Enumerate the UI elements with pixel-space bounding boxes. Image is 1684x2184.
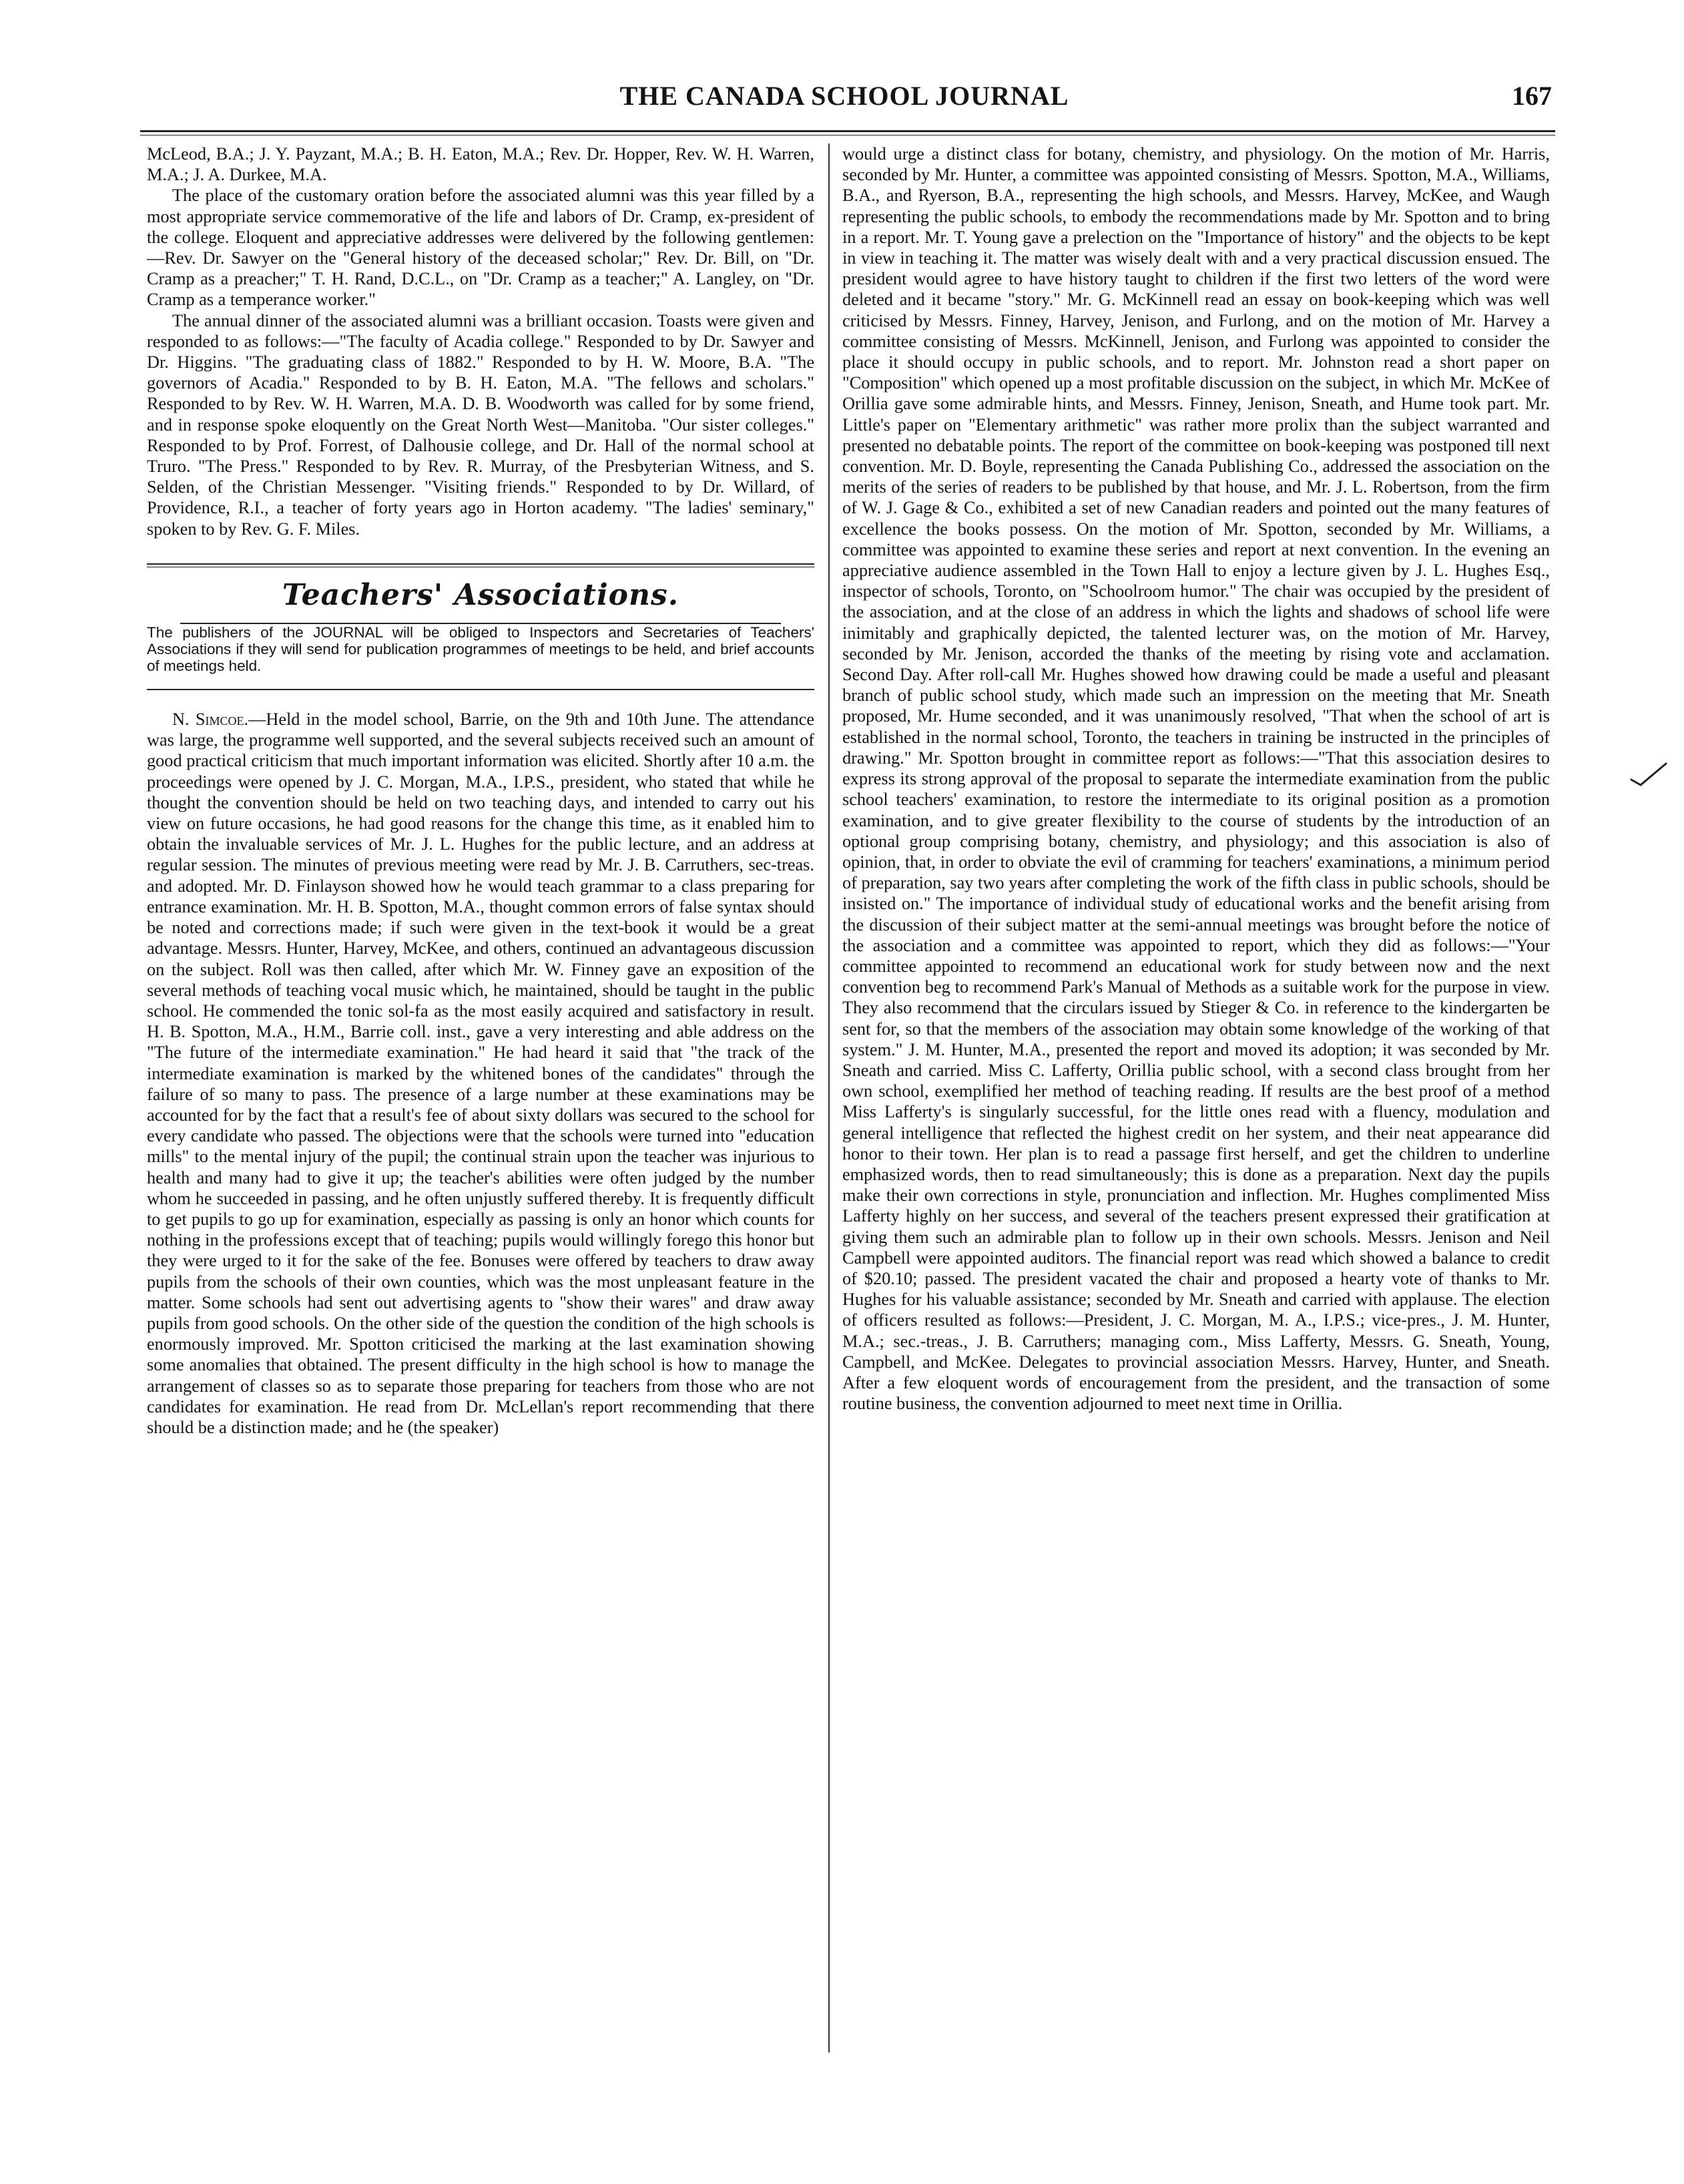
article-continuation-line: McLeod, B.A.; J. Y. Payzant, M.A.; B. H. Eaton, M.A.; Rev. Dr. Hopper, Rev. W. H. Warren, M.A.; J. A. Durkee, M.A. <box>147 144 814 185</box>
paragraph-oration: The place of the customary oration before the associated alumni was this year filled by a most appropriate service commemorative of the life and labors of Dr. Cramp, ex-president of the college. Eloquent and appreciative addresses were delivered by the following gentlemen:—Rev. Dr. Sawyer on the "General history of the deceased scholar;" Rev. Dr. Bill, on "Dr. Cramp as a preacher;" T. H. Rand, D.C.L., on "Dr. Cramp as a teacher;" A. Langley, on "Dr. Cramp as a temperance worker." <box>147 186 814 310</box>
simcoe-lead: N. Simcoe. <box>172 710 249 730</box>
notice-rule <box>147 689 814 690</box>
section-top-rule <box>147 563 814 567</box>
running-head <box>137 80 1552 127</box>
right-column <box>842 144 1550 2051</box>
handwritten-check-mark-icon <box>1629 761 1669 788</box>
paragraph-annual-dinner: The annual dinner of the associated alumni was a brilliant occasion. Toasts were given and responded to as follows:—"The faculty of Acadia college." Responded to by Dr. Sawyer and Dr. Higgins. "The graduating class of 1882." Responded to by H. W. Moore, B.A. "The governors of Acadia." Responded to by B. H. Eaton, M.A. "The fellows and scholars." Responded to by Rev. W. H. Warren, M.A. D. B. Woodworth was called for by some friend, and in response spoke eloquently on the Great North West—Manitoba. "Our sister colleges." Responded to by Prof. Forrest, of Dalhousie college, and Dr. Hall of the normal school at Truro. "The Press." Responded to by Rev. R. Murray, of the Presbyterian Witness, and S. Selden, of the Christian Messenger. "Visiting friends." Responded to by Dr. Willard, of Providence, R.I., a teacher of forty years ago in Horton academy. "The ladies' seminary," spoken to by Rev. G. F. Miles. <box>147 310 814 539</box>
journal-title: THE CANADA SCHOOL JOURNAL <box>619 81 1069 111</box>
left-column <box>147 144 814 2051</box>
section-heading: Teachers' Associations. <box>282 577 679 612</box>
paragraph-north-simcoe <box>147 709 814 1438</box>
page-number: 167 <box>1512 81 1552 111</box>
simcoe-body: —Held in the model school, Barrie, on the 9th and 10th June. The attendance was large, the programme well supported, and the several subjects received such an amount of good practical criticism that much important information was elicited. Shortly after 10 a.m. the proceedings were opened by J. C. Morgan, M.A., I.P.S., president, who stated that while he thought the convention should be held on two teaching days, and intended to carry out his view on future occasions, he had good reasons for the change this time, as it enabled him to obtain the invaluable services of Mr. J. L. Hughes for the public lecture, and an address at regular session. The minutes of previous meeting were read by Mr. J. B. Carruthers, sec-treas. and adopted. Mr. D. Finlayson showed how he would teach grammar to a class preparing for entrance examination. Mr. H. B. Spotton, M.A., thought common errors of false syntax should be noted and corrections made; if such were given in the text-book it would be a great advantage. Messrs. Hunter, Harvey, McKee, and others, continued an advantageous discussion on the subject. Roll was then called, after which Mr. W. Finney gave an exposition of the several methods of teaching vocal music which, he maintained, should be taught in the public school. He commended the tonic sol-fa as the most easily acquired and satisfactory in result. H. B. Spotton, M.A., H.M., Barrie coll. inst., gave a very interesting and able address on the "The future of the intermediate examination." He had heard it said that "the track of the intermediate examination is marked by the whitened bones of the candidates" through the failure of so many to pass. The presence of a large number at these examinations may be accounted for by the fact that a result's fee of about sixty dollars was secured to the school for every candidate who passed. The objections were that the schools were turned into "education mills" to the mental injury of the pupil; the continual strain upon the teacher was injurious to health and many had to give it up; the teacher's abilities were often judged by the number whom he succeeded in passing, and he often unjustly suffered thereby. It is frequently difficult to get pupils to go up for examination, especially as passing is only an honor which counts for nothing in the professions except that of teaching; pupils would willingly forego this honor but they were urged to it for the sake of the fee. Bonuses were offered by teachers to draw away pupils from the schools of their own counties, which was the most unpleasant feature in the matter. Some schools had sent out advertising agents to "show their wares" and draw away pupils from good schools. On the other side of the question the condition of the high schools is enormously improved. Mr. Spotton criticised the marking at the last examination showing some anomalies that obtained. The present difficulty in the high school is how to manage the arrangement of classes so as to separate those preparing for teachers from those who are not candidates for examination. He read from Dr. McLellan's report recommending that there should be a distinction made; and he (the speaker) <box>147 710 814 1437</box>
paragraph-continued-report: would urge a distinct class for botany, chemistry, and physiology. On the motion of Mr. Harris, seconded by Mr. Hunter, a committee was appointed consisting of Messrs. Spotton, M.A., Williams, B.A., and Ryerson, B.A., representing the high schools, and Messrs. Harvey, McKee, and Waugh representing the public schools, to embody the recommendations made by Mr. Spotton and to bring in a report. Mr. T. Young gave a prelection on the "Importance of history" and the objects to be kept in view in teaching it. The matter was wisely dealt with and a very practical discussion ensued. The president would agree to have history taught to children if the first two letters of the word were deleted and it became "story." Mr. G. McKinnell read an essay on book-keeping which was well criticised by Messrs. Finney, Harvey, Jenison, and Furlong, and on the motion of Mr. Harvey a committee consisting of Messrs. McKinnell, Jenison, and Furlong was appointed to consider the place it should occupy in public schools, and to report. Mr. Johnston read a short paper on "Composition" which opened up a most profitable discussion on the subject, in which Mr. McKee of Orillia gave some admirable hints, and Messrs. Finney, Jenison, Sneath, and Hume took part. Mr. Little's paper on "Elementary arithmetic" was rather more prolix than the subject warranted and presented no debatable points. The report of the committee on book-keeping was postponed till next convention. Mr. D. Boyle, representing the Canada Publishing Co., addressed the association on the merits of the series of readers to be published by that house, and Mr. J. L. Robertson, from the firm of W. J. Gage & Co., exhibited a set of new Canadian readers and pointed out the many features of excellence the books possess. On the motion of Mr. Spotton, seconded by Mr. Williams, a committee was appointed to examine these series and report at next convention. In the evening an appreciative audience assembled in the Town Hall to enjoy a lecture given by J. L. Hughes Esq., inspector of schools, Toronto, on "Schoolroom humor." The chair was occupied by the president of the association, and at the close of an address in which the lights and shadows of school life were inimitably and graphically depicted, the talented lecturer was, on the motion of Mr. Harvey, seconded by Mr. Jenison, accorded the thanks of the meeting by rising vote and acclamation. Second Day. After roll-call Mr. Hughes showed how drawing could be made a useful and pleasant branch of public school study, which made such an impression on the meeting that Mr. Sneath proposed, Mr. Hume seconded, and it was unanimously resolved, "That when the school of art is established in the normal school, Toronto, the teachers in training be instructed in the principles of drawing." Mr. Spotton brought in committee report as follows:—"That this association desires to express its strong approval of the proposal to separate the intermediate examination from the public school teachers' examination, to restore the intermediate to its original position as a promotion examination, and to give greater flexibility to the course of students by the introduction of an optional group comprising botany, chemistry, and physiology; and this association is also of opinion, that, in order to obviate the evil of cramming for teachers' examinations, a minimum period of preparation, say two years after completing the work of the fifth class in public schools, should be insisted on." The importance of individual study of educational works and the benefit arising from the discussion of their subject matter at the semi-annual meetings was brought before the notice of the association and a committee was appointed to report, which they did as follows:—"Your committee appointed to recommend an educational work for study between now and the next convention beg to recommend Park's Manual of Methods as a suitable work for the purpose in view. They also recommend that the circulars issued by Stieger & Co. in reference to the kindergarten be sent for, so that the members of the association may obtain some knowledge of the working of that system." J. M. Hunter, M.A., presented the report and moved its adoption; it was seconded by Mr. Sneath and carried. Miss C. Lafferty, Orillia public school, with a second class brought from her own school, exemplified her method of teaching reading. If results are the best proof of a method Miss Lafferty's is singularly successful, for the little ones read with a fluency, modulation and general intelligence that reflected the highest credit on her system, and their neat appearance did honor to their town. Her plan is to read a passage first herself, and get the children to underline emphasized words, then to read simultaneously; this is done as a preparation. Next day the pupils make their own corrections in style, pronunciation and inflection. Mr. Hughes complimented Miss Lafferty highly on her success, and several of the teachers present expressed their gratification at giving them such an admirable plan to follow up in their own schools. Messrs. Jenison and Neil Campbell were appointed auditors. The financial report was read which showed a balance to credit of $20.10; passed. The president vacated the chair and proposed a hearty vote of thanks to Mr. Hughes for his valuable assistance; seconded by Mr. Sneath and carried with applause. The election of officers resulted as follows:—President, J. C. Morgan, M. A., I.P.S.; vice-pres., J. M. Hunter, M.A.; sec.-treas., J. B. Carruthers; managing com., Miss Lafferty, Messrs. G. Sneath, Young, Campbell, and McKee. Delegates to provincial association Messrs. Harvey, Hunter, and Sneath. After a few eloquent words of encouragement from the president, and the transaction of some routine business, the convention adjourned to meet next time in Orillia. <box>842 144 1550 1414</box>
column-divider <box>828 144 830 2053</box>
publishers-notice: The publishers of the JOURNAL will be obliged to Inspectors and Secretaries of Teachers' Associations if they will send for publication programmes of meetings to be held, and brief accounts of meetings held. <box>147 624 814 675</box>
header-rule <box>140 130 1555 135</box>
